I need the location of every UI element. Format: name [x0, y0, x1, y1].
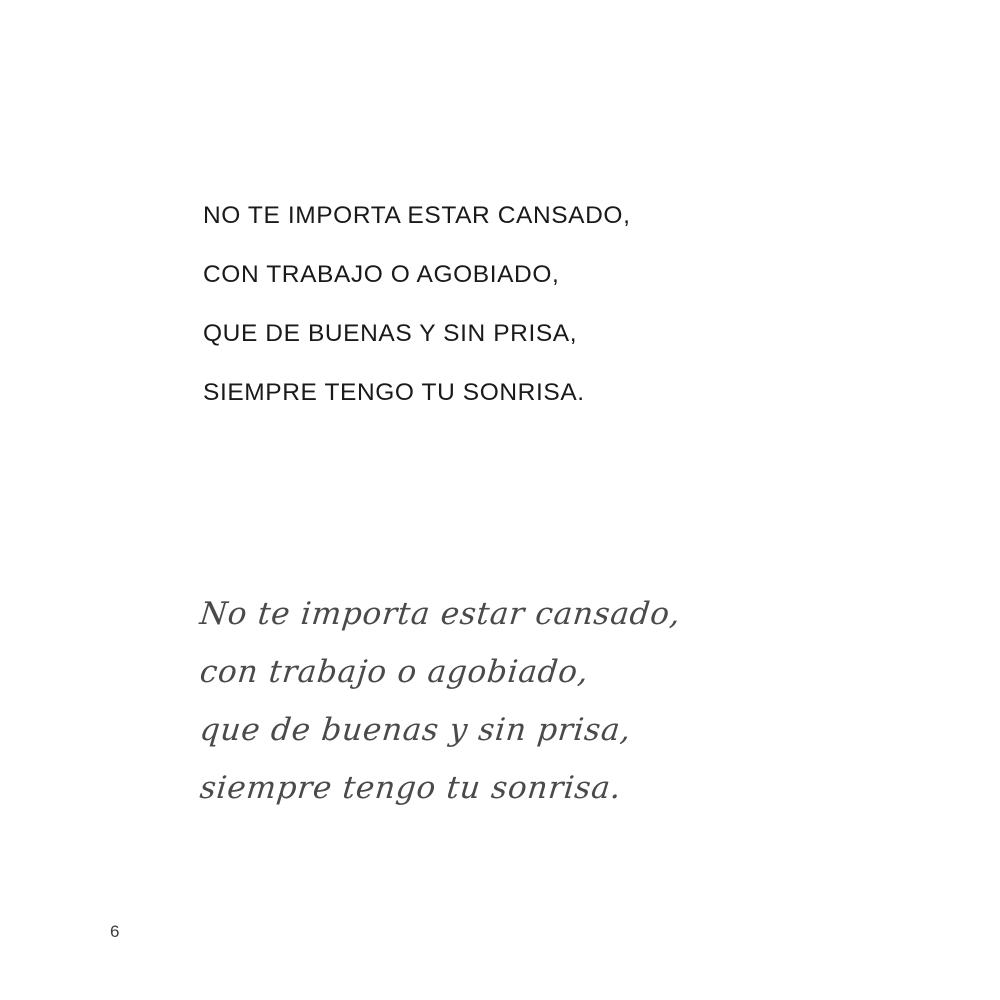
- page-number: 6: [110, 922, 120, 941]
- poem-uppercase-block: [203, 186, 903, 422]
- poem-uppercase-line-3: QUE DE BUENAS Y SIN PRISA,: [203, 320, 578, 347]
- poem-cursive-line-3: que de buenas y sin prisa,: [198, 712, 633, 748]
- poem-cursive-block: [200, 585, 900, 817]
- poem-uppercase-line-2: CON TRABAJO O AGOBIADO,: [203, 261, 560, 288]
- poem-uppercase-line-1: NO TE IMPORTA ESTAR CANSADO,: [203, 202, 631, 229]
- poem-cursive-line-4: siempre tengo tu sonrisa.: [198, 770, 624, 806]
- poem-cursive-line-1: No te importa estar cansado,: [198, 596, 683, 632]
- poem-uppercase-line-4: SIEMPRE TENGO TU SONRISA.: [203, 379, 585, 406]
- poem-cursive-line-2: con trabajo o agobiado,: [198, 654, 591, 690]
